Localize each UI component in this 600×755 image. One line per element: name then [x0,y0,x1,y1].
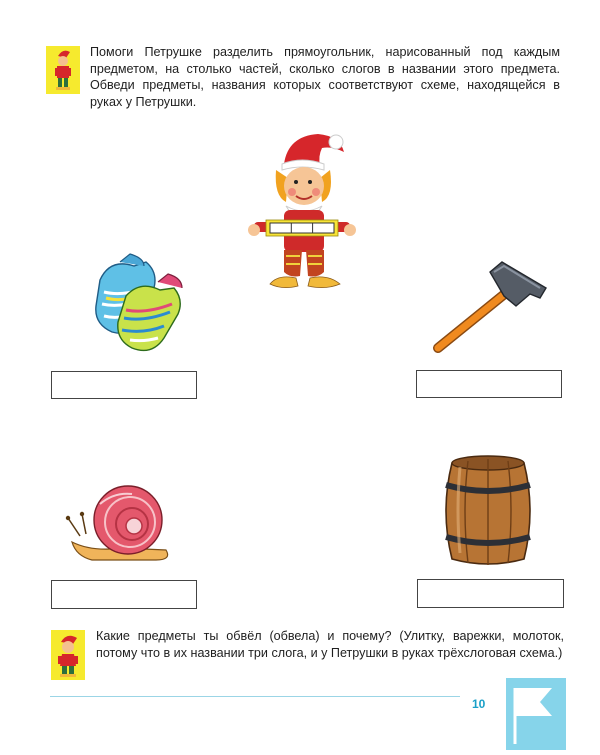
answer-box-hammer[interactable] [416,370,562,398]
answer-box-mittens[interactable] [51,371,197,399]
petrushka-icon [248,126,356,298]
petrushka-question-badge [51,630,85,680]
answer-box-barrel[interactable] [417,579,564,608]
barrel-icon [438,453,538,569]
question-text: Какие предметы ты обвёл (обвела) и почему? (Улитку, варежки, молоток, потому что в их названии три слога, и у Петрушки в руках трёхслоговая схема.) [96,629,564,660]
corner-tab [506,678,566,750]
petrushka-badge [46,46,80,94]
snail-icon [62,472,180,570]
answer-box-snail[interactable] [51,580,197,609]
petrushka-question-icon [51,630,85,680]
petrushka-small-icon [46,46,80,94]
hammer-icon [428,258,556,356]
instruction-text: Помоги Петрушке разделить прямоугольник, нарисованный под каждым предметом, на столько частей, сколько слогов в названии этого предмета. Обведи предметы, названия которых соответствуют схеме, находящейся в руках у Петрушки. [90,45,560,109]
flag-icon [506,678,566,750]
mittens-icon [60,252,186,360]
footer-divider [50,696,460,697]
page-number: 10 [472,697,486,711]
